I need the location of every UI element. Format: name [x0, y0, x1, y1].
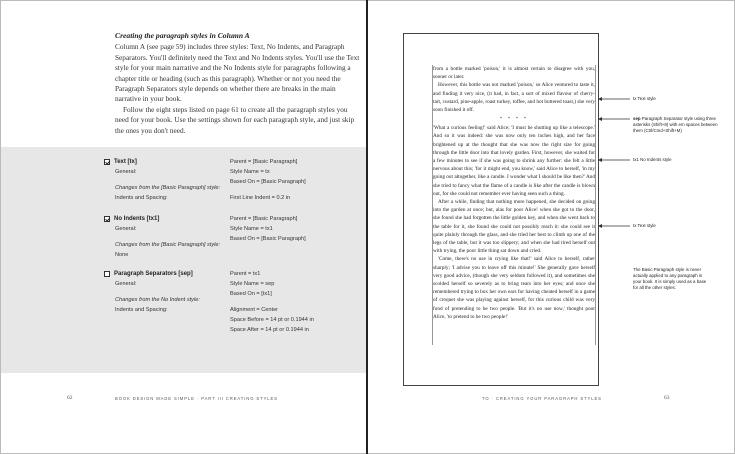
setting-value: Space After = 14 pt or 0.1944 in [230, 327, 309, 333]
style-block-paragraph-separators [104, 269, 354, 341]
sample-paragraph: After a while, finding that nothing more happened, she decided on going into the garden at once; but, alas for poor Alice! when she got to the door, she found she had forgotten the little golden key, and when she went back to the table for it, she found she could not possibly reach it: she could see it quite plainly through the glass, and she tried her best to climb up one of the legs of the table, but it was too slippery; and when she had tired herself out with trying, the poor little thing sat down and cried. [433, 199, 595, 255]
running-footer: BOOK DESIGN MADE SIMPLE · PART III CREATING STYLES [115, 396, 278, 401]
annotation-tx-bottom: tx Text style [633, 223, 656, 228]
section-heading: Creating the paragraph styles in Column A [115, 31, 250, 40]
changes-label: Changes from the [Basic Paragraph] style: [115, 185, 221, 191]
checkbox-icon[interactable] [104, 271, 110, 277]
style-block-text [104, 157, 354, 217]
sample-paragraph: However, this bottle was not marked 'poison,' so Alice ventured to taste it, and finding it very nice, (it had, in fact, a sort of mixed flavour of cherry-tart, custard, pine-apple, roast turkey, toffee, and hot buttered toast,) she very soon finished it off. [433, 82, 595, 114]
section-label: None [115, 252, 129, 258]
setting-value: Based On = [tx1] [230, 291, 272, 297]
setting-value: Space Before = 14 pt or 0.1944 in [230, 317, 314, 323]
annotation-sep [633, 116, 721, 134]
general-label: General: [115, 281, 137, 287]
setting-value: Parent = [Basic Paragraph] [230, 216, 298, 222]
setting-value: Based On = [Basic Paragraph] [230, 179, 306, 185]
style-block-no-indents [104, 214, 354, 264]
running-footer: TO · CREATING YOUR PARAGRAPH STYLES [482, 396, 602, 401]
setting-value: Parent = tx1 [230, 271, 261, 277]
style-name: Text [tx] [114, 159, 137, 165]
intro-section [115, 31, 363, 136]
page-number: 62 [67, 395, 73, 401]
setting-value: First Line Indent = 0.2 in [230, 195, 291, 201]
setting-value: Style Name = sep [230, 281, 275, 287]
sample-paragraph: 'Come, there's no use in crying like that!' said Alice to herself, rather sharply; 'I advise you to leave off this minute!' She generally gave herself very good advice, (though she very seldom followed it), and sometimes she scolded herself so severely as to bring tears into her eyes; and once she remembered trying to box her own ears for having cheated herself in a game of croquet she was playing against herself, for this curious child was very fond of pretending to be two people. 'But it's no use now,' thought poor Alice, 'to pretend to be two people!' [433, 256, 595, 320]
style-name: Paragraph Separators [sep] [114, 271, 193, 277]
annotation-sep-text: Paragraph Separator style using three asterisks (Shift+8) with em spaces between them (Ctrl/Cmd+Shift+M) [633, 116, 718, 133]
setting-value: Parent = [Basic Paragraph] [230, 159, 298, 165]
style-name: No Indents [tx1] [114, 216, 160, 222]
annotation-tx1: tx1 No Indents style [633, 157, 672, 162]
general-label: General: [115, 169, 137, 175]
sample-paragraph: 'What a curious feeling!' said Alice; 'I must be shutting up like a telescope.' And so it was indeed: she was now only ten inches high, and her face brightened up at the thought that she was now the right size for going through the little door into that lovely garden. First, however, she waited for a few minutes to see if she was going to shrink any further: she felt a little nervous about this; 'for it might end, you know,' said Alice to herself, 'in my going out altogether, like a candle. I wonder what I should be like then?' And she tried to fancy what the flame of a candle is like after the candle is blown out, for she could not remember ever having seen such a thing. [433, 125, 595, 197]
annotation-sep-code: sep [633, 116, 641, 121]
sample-text-block [433, 65, 595, 342]
right-page [368, 1, 734, 453]
changes-label: Changes from the [Basic Paragraph] style: [115, 242, 221, 248]
annotation-tx-top: tx Text style [633, 96, 656, 101]
setting-value: Style Name = tx1 [230, 226, 273, 232]
intro-paragraph-2: Follow the eight steps listed on page 61 to create all the paragraph styles you need for your book. Use the settings shown for each paragraph style, and just skip the ones you don't need. [115, 104, 355, 135]
changes-label: Changes from the No Indent style: [115, 297, 200, 303]
paragraph-separator: * * * * [499, 116, 529, 123]
left-page [1, 1, 367, 453]
section-label: Indents and Spacing: [115, 195, 168, 201]
checkbox-icon[interactable] [104, 216, 110, 222]
setting-value: Based On = [Basic Paragraph] [230, 236, 306, 242]
setting-value: Style Name = tx [230, 169, 270, 175]
intro-paragraph-1: Column A (see page 59) includes three styles: Text, No Indents, and Paragraph Separators. You'll definitely need the Text and No Indents styles. You'll use the Text style for your main narrative and the No Indents style for paragraphs following a chapter title or heading (such as this paragraph). Whether or not you need the Paragraph Separators style depends on whether there are breaks in the main narrative in your book. [115, 42, 360, 104]
setting-value: Alignment = Center [230, 307, 279, 313]
checkbox-icon[interactable] [104, 159, 110, 165]
annotation-basic-paragraph: The Basic Paragraph style is never actually applied to any paragraph in your book. It is simply used as a base for all the other styles. [633, 267, 707, 290]
page-number: 63 [664, 395, 670, 401]
section-label: Indents and Spacing: [115, 307, 168, 313]
general-label: General: [115, 226, 137, 232]
sample-paragraph: from a bottle marked 'poison,' it is almost certain to disagree with you, sooner or later. [433, 66, 595, 81]
